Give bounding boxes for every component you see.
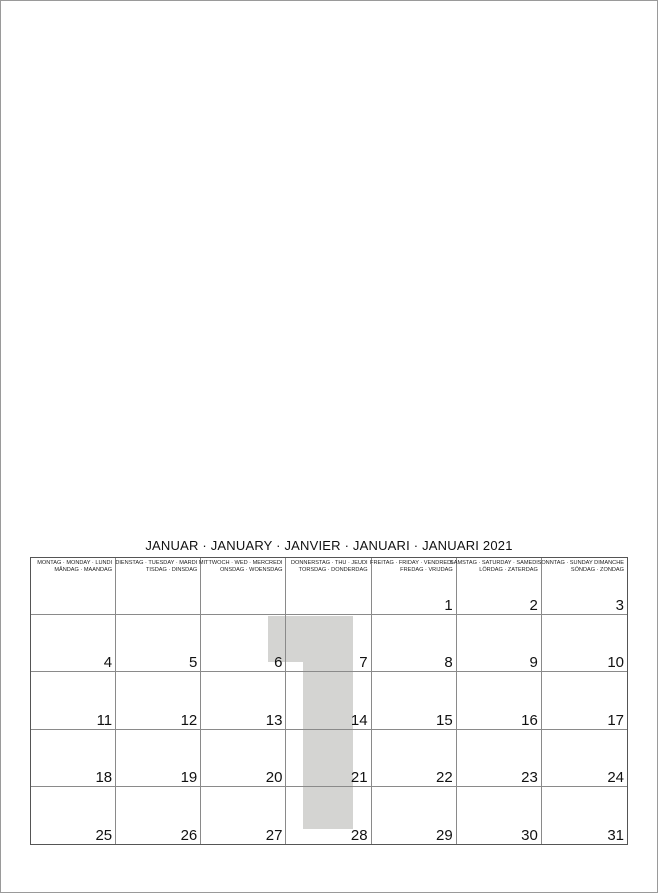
day-number: 25 [95,827,113,844]
day-number: 10 [607,654,624,672]
day-number: 20 [265,768,283,786]
day-cell [457,730,542,787]
day-number: 4 [103,654,113,672]
weekday-header [538,560,624,573]
day-cell [201,730,286,787]
weekday-label-line1: SAMSTAG · SATURDAY · SAMEDI [449,560,538,566]
photo-area [1,1,657,531]
weekday-label-line2: TORSDAG · DONDERDAG [298,566,368,573]
day-cell [542,672,627,729]
day-cell [286,672,371,729]
day-number: 9 [529,654,538,672]
day-cell [449,558,542,615]
day-number: 12 [180,711,198,729]
weekday-label-line2: ONSDAG · WOENSDAG [219,566,283,573]
weekday-header [199,560,283,573]
day-cell [116,730,201,787]
day-cell [31,615,116,672]
day-number: 1 [444,597,453,615]
day-cell [286,558,371,615]
day-cell [116,558,201,615]
day-number: 21 [350,768,368,786]
month-title: JANUAR · JANUARY · JANVIER · JANUARI · JANUARI 2021 [145,538,513,553]
weekday-label-line2: LÖRDAG · ZATERDAG [479,566,538,573]
day-cell [542,615,627,672]
weekday-label-line2: MÅNDAG · MAANDAG [54,566,113,573]
day-cell [372,672,457,729]
day-cell [116,787,201,844]
weekday-header [370,560,453,573]
day-cell [457,787,542,844]
day-cell [116,615,201,672]
day-number: 11 [96,711,113,729]
weekday-label-line1: DIENSTAG · TUESDAY · MARDI [115,560,198,566]
day-number: 22 [436,768,453,786]
day-number: 29 [436,827,453,844]
day-number: 13 [265,711,283,729]
calendar-grid [30,557,628,845]
day-cell [286,730,371,787]
weekday-header [37,560,112,573]
day-cell [201,672,286,729]
weekday-label-line2: SÖNDAG · ZONDAG [570,566,624,573]
weekday-label-line2: FREDAG · VRIJDAG [400,566,453,573]
day-number: 15 [436,711,453,729]
day-number: 14 [350,711,368,729]
day-cell [372,558,457,615]
day-number: 26 [180,827,198,844]
weekday-label-line1: FREITAG · FRIDAY · VENDREDI [370,560,453,566]
weekday-label-line1: SONNTAG · SUNDAY DIMANCHE [537,560,624,566]
weekday-label-line1: MONTAG · MONDAY · LUNDI [37,560,113,566]
day-number: 3 [615,597,624,615]
day-number: 19 [180,768,198,786]
weekday-label-line1: DONNERSTAG · THU · JEUDI [291,560,368,566]
day-cell [201,787,286,844]
day-number: 7 [359,654,368,672]
weekday-label-line1: MITTWOCH · WED · MERCREDI [198,560,283,566]
day-number: 8 [444,654,453,672]
calendar-cells [31,558,627,844]
day-cell [537,558,627,615]
day-number: 16 [521,711,538,729]
day-number: 5 [188,654,198,672]
day-cell [372,730,457,787]
day-cell [31,558,116,615]
day-cell [457,615,542,672]
day-number: 28 [350,827,368,844]
weekday-header [291,560,368,573]
weekday-header [450,560,538,573]
day-number: 27 [265,827,283,844]
day-cell [286,615,371,672]
day-cell [457,672,542,729]
day-cell [286,787,371,844]
day-number: 17 [607,711,624,729]
day-cell [542,730,627,787]
day-cell [31,672,116,729]
day-cell [201,615,286,672]
day-number: 31 [607,827,624,844]
day-cell [542,787,627,844]
day-number: 6 [274,654,283,672]
day-number: 2 [529,597,538,615]
day-number: 18 [95,768,113,786]
day-cell [372,615,457,672]
day-cell [372,787,457,844]
day-cell [31,787,116,844]
day-cell [31,730,116,787]
weekday-header [115,560,197,573]
day-number: 30 [521,827,538,844]
day-number: 24 [607,768,624,786]
day-number: 23 [521,768,538,786]
day-cell [116,672,201,729]
weekday-label-line2: TISDAG · DINSDAG [146,566,198,573]
day-cell [198,558,286,615]
